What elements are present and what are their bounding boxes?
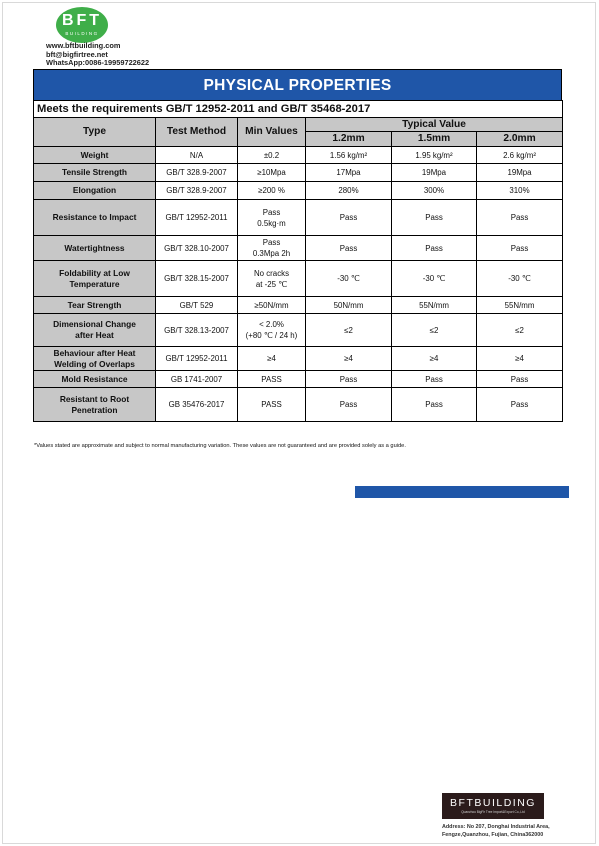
table-row: [34, 182, 563, 200]
website-link[interactable]: www.bftbuilding.com: [46, 41, 121, 50]
typical-value-1-5mm-cell: ≤2: [392, 314, 477, 347]
method-cell: GB/T 12952-2011: [156, 347, 238, 371]
properties-table: [33, 100, 563, 422]
address-line-1: Address: No 207, Donghai Industrial Area,: [442, 824, 550, 830]
email-link[interactable]: bft@bigfirtree.net: [46, 49, 108, 59]
typical-value-1-2mm-cell: 280%: [306, 182, 392, 200]
min-value-cell: PASS: [238, 388, 306, 422]
method-cell: N/A: [156, 147, 238, 164]
bft-logo: [56, 7, 108, 43]
typical-value-1-5mm-cell: 1.95 kg/m²: [392, 147, 477, 164]
method-cell: GB/T 328.15-2007: [156, 261, 238, 297]
footer-logo: [442, 793, 544, 819]
decorative-blue-bar: [355, 486, 569, 498]
min-value-cell: ≥200 %: [238, 182, 306, 200]
typical-value-1-2mm-cell: Pass: [306, 236, 392, 261]
contact-block: [46, 42, 149, 68]
type-cell: Resistant to Root Penetration: [34, 388, 156, 422]
typical-value-2-0mm-cell: -30 ℃: [477, 261, 563, 297]
typical-value-1-2mm-cell: Pass: [306, 371, 392, 388]
table-row: [34, 297, 563, 314]
min-value-cell: No cracks at -25 ℃: [238, 261, 306, 297]
method-cell: GB/T 328.9-2007: [156, 164, 238, 182]
thickness-header: 1.5mm: [392, 132, 477, 147]
table-row: [34, 314, 563, 347]
typical-value-2-0mm-cell: Pass: [477, 388, 563, 422]
whatsapp-text: WhatsApp:0086-19959722622: [46, 58, 150, 68]
typical-value-1-2mm-cell: Pass: [306, 200, 392, 236]
table-row: [34, 261, 563, 297]
table-row: [34, 200, 563, 236]
typical-value-1-2mm-cell: -30 ℃: [306, 261, 392, 297]
typical-value-2-0mm-cell: 55N/mm: [477, 297, 563, 314]
type-cell: Watertightness: [34, 236, 156, 261]
type-cell: Foldability at Low Temperature: [34, 261, 156, 297]
table-row: [34, 164, 563, 182]
typical-value-2-0mm-cell: 19Mpa: [477, 164, 563, 182]
typical-value-1-5mm-cell: 19Mpa: [392, 164, 477, 182]
min-value-cell: ≥10Mpa: [238, 164, 306, 182]
properties-table-container: [33, 69, 562, 422]
typical-value-2-0mm-cell: Pass: [477, 200, 563, 236]
min-value-cell: ≥4: [238, 347, 306, 371]
requirements-text: Meets the requirements GB/T 12952-2011 and GB/T 35468-2017: [34, 101, 563, 118]
thickness-header: 2.0mm: [477, 132, 563, 147]
typical-value-2-0mm-cell: ≥4: [477, 347, 563, 371]
type-header: Type: [34, 118, 156, 147]
type-cell: Elongation: [34, 182, 156, 200]
typical-value-1-5mm-cell: 300%: [392, 182, 477, 200]
typical-value-header: Typical Value: [306, 118, 563, 132]
type-cell: Resistance to Impact: [34, 200, 156, 236]
typical-value-2-0mm-cell: ≤2: [477, 314, 563, 347]
method-cell: GB/T 328.9-2007: [156, 182, 238, 200]
min-value-cell: ≥50N/mm: [238, 297, 306, 314]
method-cell: GB/T 328.10-2007: [156, 236, 238, 261]
method-cell: GB/T 12952-2011: [156, 200, 238, 236]
typical-value-2-0mm-cell: 2.6 kg/m²: [477, 147, 563, 164]
typical-value-1-5mm-cell: Pass: [392, 388, 477, 422]
table-row: [34, 371, 563, 388]
logo-subtitle: BUILDING: [65, 31, 99, 36]
method-cell: GB 1741-2007: [156, 371, 238, 388]
typical-value-2-0mm-cell: Pass: [477, 236, 563, 261]
min-value-cell: Pass 0.5kg·m: [238, 200, 306, 236]
method-cell: GB/T 529: [156, 297, 238, 314]
min-value-cell: PASS: [238, 371, 306, 388]
typical-value-1-2mm-cell: 50N/mm: [306, 297, 392, 314]
typical-value-1-5mm-cell: ≥4: [392, 347, 477, 371]
min-value-cell: ±0.2: [238, 147, 306, 164]
table-title: PHYSICAL PROPERTIES: [33, 69, 562, 100]
typical-value-2-0mm-cell: 310%: [477, 182, 563, 200]
footer-brand-sub: Quanzhou BigFir Tree Import&Export Co.,Ltd: [461, 810, 525, 814]
type-cell: Tensile Strength: [34, 164, 156, 182]
min-value-cell: Pass 0.3Mpa 2h: [238, 236, 306, 261]
typical-value-1-2mm-cell: ≥4: [306, 347, 392, 371]
typical-value-1-2mm-cell: 17Mpa: [306, 164, 392, 182]
typical-value-1-2mm-cell: ≤2: [306, 314, 392, 347]
type-cell: Tear Strength: [34, 297, 156, 314]
method-cell: GB 35476-2017: [156, 388, 238, 422]
type-cell: Weight: [34, 147, 156, 164]
min-values-header: Min Values: [238, 118, 306, 147]
table-row: [34, 347, 563, 371]
table-row: [34, 236, 563, 261]
requirements-row: [34, 101, 563, 118]
header-row-1: [34, 118, 563, 132]
footer-brand: BFTBUILDING: [450, 797, 536, 809]
type-cell: Mold Resistance: [34, 371, 156, 388]
typical-value-1-2mm-cell: Pass: [306, 388, 392, 422]
test-method-header: Test Method: [156, 118, 238, 147]
logo-letters: BFT: [61, 12, 103, 29]
thickness-header: 1.2mm: [306, 132, 392, 147]
min-value-cell: < 2.0% (+80 ℃ / 24 h): [238, 314, 306, 347]
method-cell: GB/T 328.13-2007: [156, 314, 238, 347]
typical-value-1-5mm-cell: Pass: [392, 200, 477, 236]
footer-address: [442, 823, 550, 840]
disclaimer-note: *Values stated are approximate and subject to normal manufacturing variation. These values are not guaranteed and are provided solely as a guide.: [34, 443, 406, 449]
typical-value-1-5mm-cell: Pass: [392, 371, 477, 388]
type-cell: Behaviour after Heat Welding of Overlaps: [34, 347, 156, 371]
typical-value-1-2mm-cell: 1.56 kg/m²: [306, 147, 392, 164]
typical-value-1-5mm-cell: 55N/mm: [392, 297, 477, 314]
type-cell: Dimensional Change after Heat: [34, 314, 156, 347]
address-line-2: Fengze,Quanzhou, Fujian, China362000: [442, 832, 544, 839]
table-row: [34, 388, 563, 422]
typical-value-2-0mm-cell: Pass: [477, 371, 563, 388]
table-row: [34, 147, 563, 164]
typical-value-1-5mm-cell: -30 ℃: [392, 261, 477, 297]
typical-value-1-5mm-cell: Pass: [392, 236, 477, 261]
